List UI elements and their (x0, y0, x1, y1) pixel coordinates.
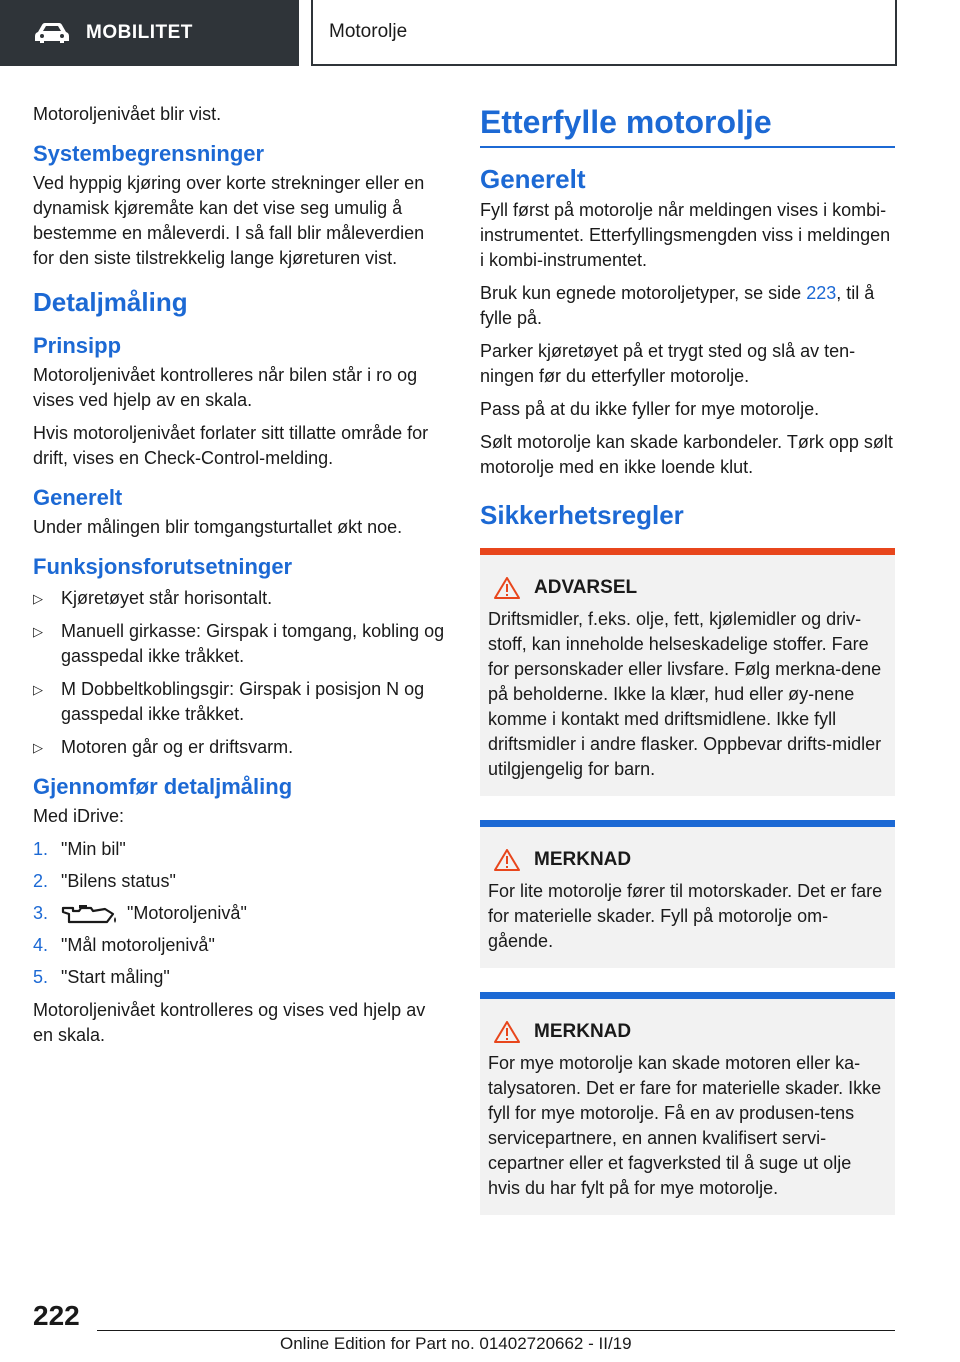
oil-can-icon (61, 902, 117, 926)
detaljmaling-heading: Detaljmåling (33, 287, 188, 317)
chapter-title: Motorolje (329, 21, 408, 42)
notice-triangle-icon (494, 849, 520, 871)
warning-box (480, 548, 895, 796)
section-title: MOBILITET (86, 22, 193, 43)
section-main-title: Etterfylle motorolje (480, 102, 895, 148)
notice-box (480, 992, 895, 1215)
prinsipp-text-1: Motoroljenivået kontrolleres når bilen står i ro og vises ved hjelp av en skala. (33, 365, 418, 410)
notice-title: MERKNAD (534, 1021, 632, 1042)
step-item: 5. "Start måling" (33, 967, 170, 987)
warning-text: Driftsmidler, f.eks. olje, fett, kjølemidler og driv-stoff, kan inneholde helseskadelige stoffer. Fare for personskader eller livsfare. Følg merkna-dene på beholderne. Ikke la klær, hud eller øy-nene komme i kontakt med driftsmidlene. Ikke fyll driftsmidler i andre flasker. Oppbevar drifts-midler utilgjengelig for barn. (488, 609, 882, 779)
footer-divider (97, 1330, 895, 1331)
notice-triangle-icon (494, 1021, 520, 1043)
step-item: 2. "Bilens status" (33, 871, 176, 891)
right-paragraph-3: Parker kjøretøyet på et trygt sted og slå av ten-ningen før du etterfyller motorolje. (480, 341, 856, 386)
generelt-heading-left: Generelt (33, 485, 123, 510)
funksjonsforutsetninger-heading: Funksjonsforutsetninger (33, 554, 293, 579)
outro-text: Motoroljenivået kontrolleres og vises ved hjelp av en skala. (33, 1000, 426, 1045)
bullet-triangle-icon: ▷ (33, 740, 43, 755)
gjennomfor-heading: Gjennomfør detaljmåling (33, 774, 293, 799)
right-paragraph-1: Fyll først på motorolje når meldingen vises i kombi-instrumentet. Etterfyllingsmengden viss i meldingen i kombi-instrumentet. (480, 200, 891, 270)
page-number: 222 (33, 1300, 80, 1331)
left-column (33, 102, 449, 1056)
generelt-heading-right: Generelt (480, 164, 586, 194)
sikkerhetsregler-heading: Sikkerhetsregler (480, 500, 684, 530)
bullet-triangle-icon: ▷ (33, 624, 43, 639)
list-item: ▷ Manuell girkasse: Girspak i tomgang, kobling og gasspedal ikke tråkket. (33, 621, 445, 666)
right-paragraph-5: Sølt motorolje kan skade karbondeler. Tørk opp sølt motorolje med en ikke loende klut. (480, 432, 893, 477)
systembegrensninger-heading: Systembegrensninger (33, 141, 265, 166)
page-reference-link[interactable]: 223 (806, 283, 837, 303)
gjennomfor-intro: Med iDrive: (33, 806, 125, 826)
step-item: 4. "Mål motoroljenivå" (33, 935, 215, 955)
notice-box (480, 820, 895, 968)
step-item: 1. "Min bil" (33, 839, 126, 859)
list-item: ▷ M Dobbeltkoblingsgir: Girspak i posisjon N og gasspedal ikke tråkket. (33, 679, 425, 724)
systembegrensninger-text: Ved hyppig kjøring over korte strekninger eller en dynamisk kjøremåte kan det vise seg umulig å bestemme en måleverdi. I så fall blir måleverdien for den siste tilstrekkelig lange kjøreturen vist. (33, 173, 425, 268)
warning-title: ADVARSEL (534, 577, 638, 598)
list-item: ▷ Motoren går og er driftsvarm. (33, 735, 449, 760)
bullet-triangle-icon: ▷ (33, 682, 43, 697)
funksjonsforutsetninger-list (33, 586, 449, 760)
right-column (480, 102, 895, 1239)
list-item: ▷ Kjøretøyet står horisontalt. (33, 586, 449, 611)
notice-text: For mye motorolje kan skade motoren eller ka-talysatoren. Det er fare for materielle skader. Ikke fyll for mye motorolje. Få en av produsen-tens servicepartnere, en annen kvalifisert servi-cepartner eller et fagverksted til å suge ut olje hvis du har fylt på for mye motorolje. (488, 1053, 882, 1198)
header-section-tab (0, 0, 299, 66)
prinsipp-heading: Prinsipp (33, 333, 122, 358)
notice-title: MERKNAD (534, 849, 632, 870)
prinsipp-text-2: Hvis motoroljenivået forlater sitt tillatte område for drift, vises en Check-Control-melding. (33, 423, 429, 468)
right-paragraph-2: Bruk kun egnede motoroljetyper, se side 223, til å fylle på. (480, 283, 875, 328)
generelt-text-left: Under målingen blir tomgangsturtallet økt noe. (33, 517, 403, 537)
car-icon (34, 22, 70, 44)
step-item: 3. "Motoroljenivå" (33, 901, 449, 926)
bullet-triangle-icon: ▷ (33, 591, 43, 606)
intro-text: Motoroljenivået blir vist. (33, 104, 222, 124)
chapter-header (311, 0, 897, 66)
right-paragraph-4: Pass på at du ikke fyller for mye motorolje. (480, 399, 820, 419)
footer-edition: Online Edition for Part no. 01402720662 - II/19 (280, 1334, 632, 1353)
steps-list (33, 837, 449, 990)
notice-text: For lite motorolje fører til motorskader. Det er fare for materielle skader. Fyll på motorolje om-gående. (488, 881, 883, 951)
warning-triangle-icon (494, 577, 520, 599)
